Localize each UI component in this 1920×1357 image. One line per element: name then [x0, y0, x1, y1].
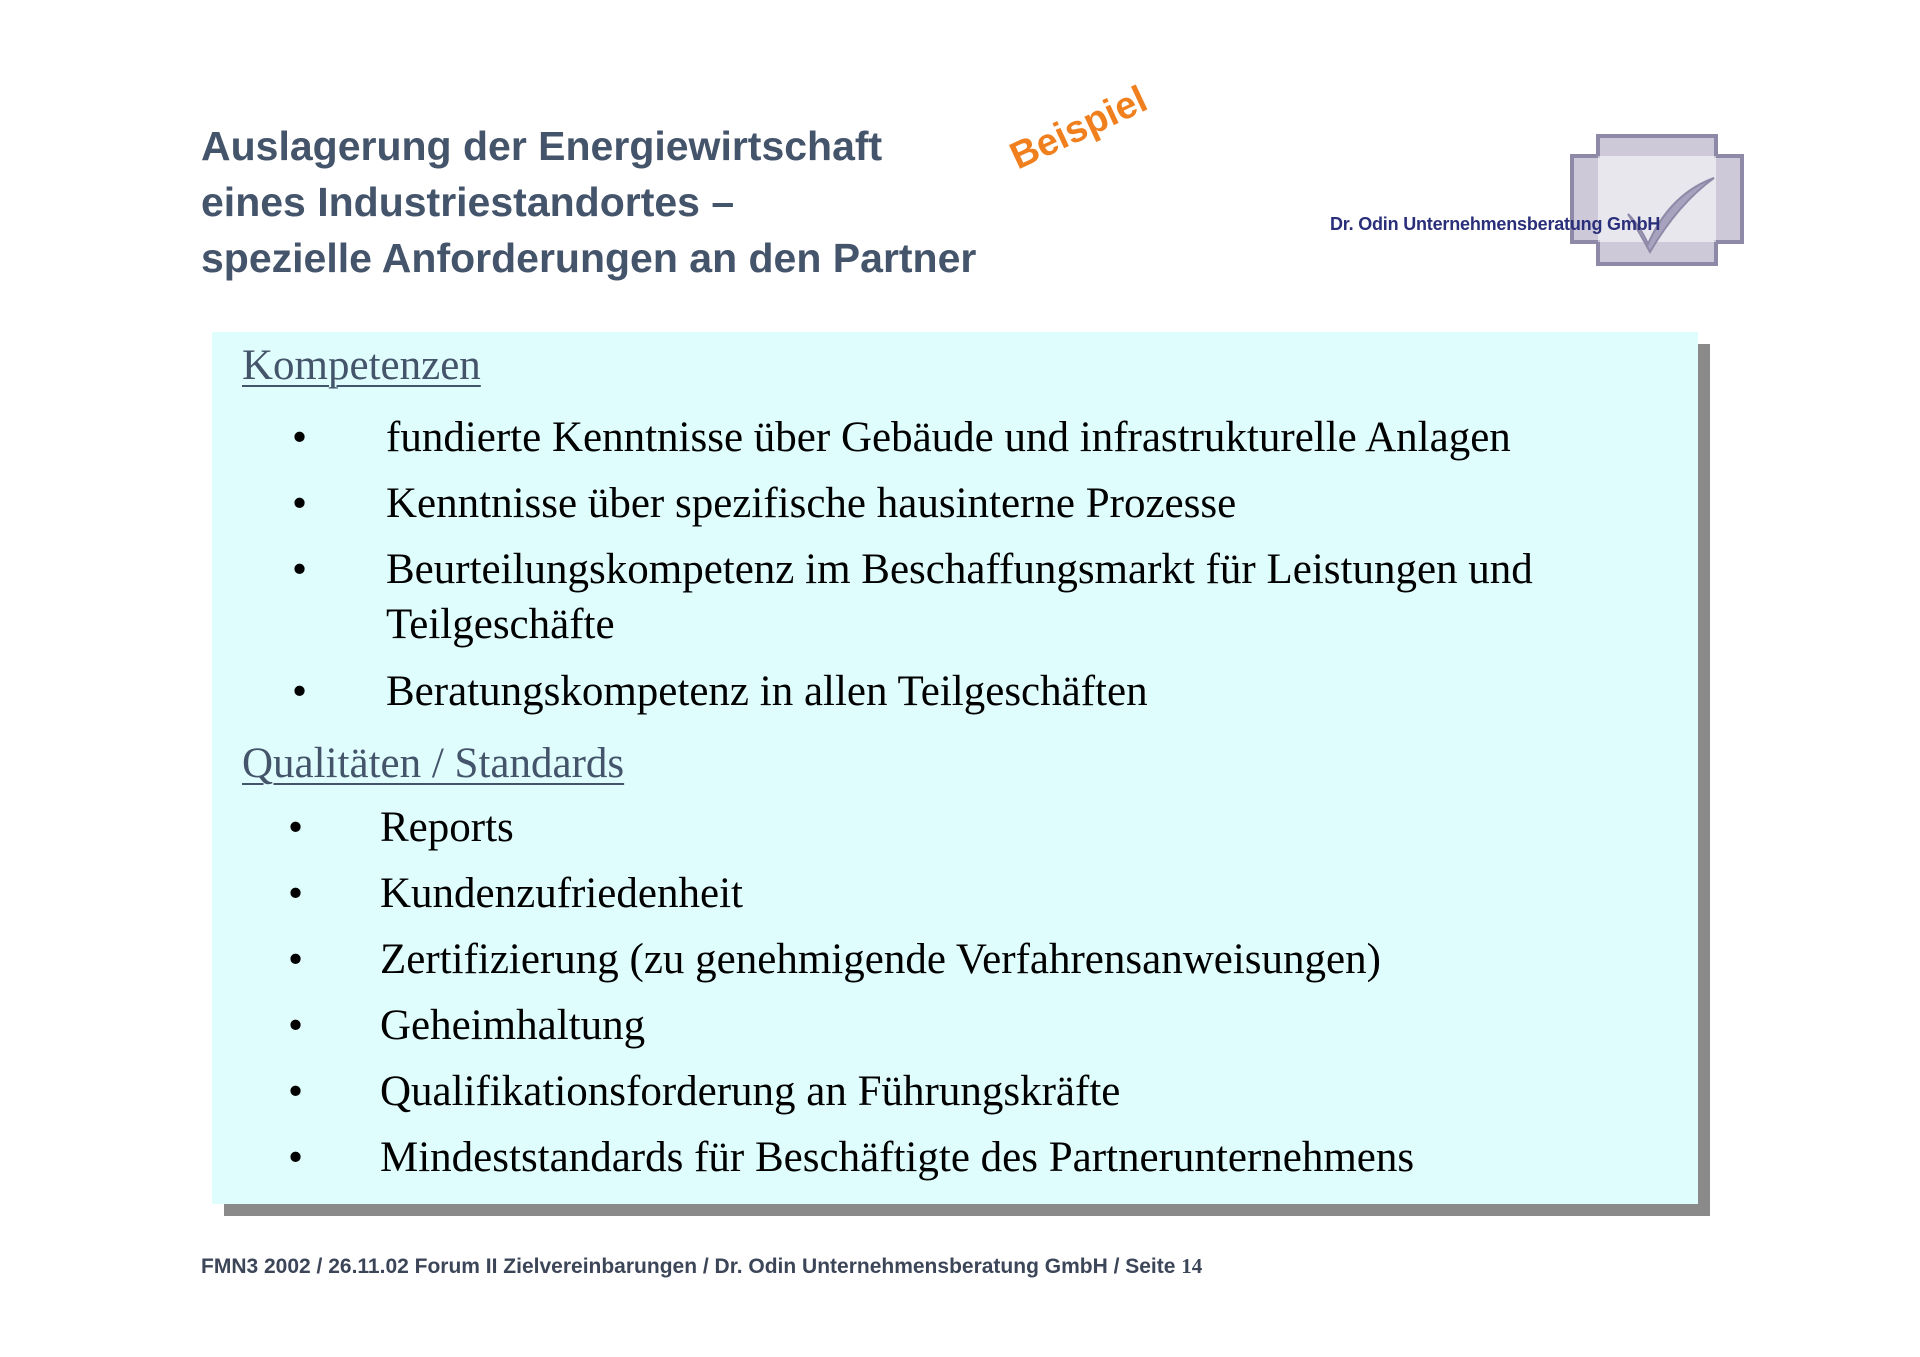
- bullet-icon: •: [288, 936, 304, 983]
- company-logo: [1328, 134, 1744, 266]
- list-item-text: Zertifizierung (zu genehmigende Verfahrensanweisungen): [380, 936, 1381, 983]
- bullet-icon: •: [288, 870, 304, 917]
- list-item-text: fundierte Kenntnisse über Gebäude und infrastrukturelle Anlagen: [386, 414, 1511, 461]
- example-stamp: Beispiel: [1003, 78, 1154, 179]
- list-item-text: Reports: [380, 804, 514, 851]
- list-item-text: Kundenzufriedenheit: [380, 870, 743, 917]
- section-heading-kompetenzen: Kompetenzen: [242, 342, 481, 389]
- list-item-text: Geheimhaltung: [380, 1002, 646, 1049]
- page-number: 14: [1181, 1254, 1203, 1278]
- bullet-icon: •: [288, 1002, 304, 1049]
- list-item-text: Qualifikationsforderung an Führungskräfte: [380, 1068, 1121, 1115]
- title-line-2: eines Industriestandortes –: [201, 179, 735, 225]
- bullet-icon: •: [292, 414, 308, 461]
- footer-text: FMN3 2002 / 26.11.02 Forum II Zielvereinbarungen / Dr. Odin Unternehmensberatung GmbH / Seite: [201, 1255, 1182, 1278]
- bullet-icon: •: [292, 668, 308, 715]
- list-item-text-continued: Teilgeschäfte: [386, 601, 615, 648]
- list-item-text: Beurteilungskompetenz im Beschaffungsmarkt für Leistungen und: [386, 546, 1533, 593]
- content-box: [212, 332, 1698, 1204]
- bullet-icon: •: [288, 804, 304, 851]
- logo-frame-icon: [1328, 134, 1744, 266]
- logo-text: Dr. Odin Unternehmensberatung GmbH: [1330, 214, 1661, 234]
- section-heading-qualitaeten: Qualitäten / Standards: [242, 740, 625, 787]
- bullet-icon: •: [292, 480, 308, 527]
- list-item-text: Beratungskompetenz in allen Teilgeschäften: [386, 668, 1148, 715]
- footer: [201, 1254, 1202, 1279]
- list-item-text: Kenntnisse über spezifische hausinterne Prozesse: [386, 480, 1237, 527]
- title-line-3: spezielle Anforderungen an den Partner: [201, 235, 977, 281]
- title-line-1: Auslagerung der Energiewirtschaft: [201, 123, 883, 169]
- slide-title: [201, 118, 976, 286]
- bullet-icon: •: [292, 546, 308, 593]
- list-item-text: Mindeststandards für Beschäftigte des Partnerunternehmens: [380, 1134, 1415, 1181]
- bullet-icon: •: [288, 1134, 304, 1181]
- bullet-icon: •: [288, 1068, 304, 1115]
